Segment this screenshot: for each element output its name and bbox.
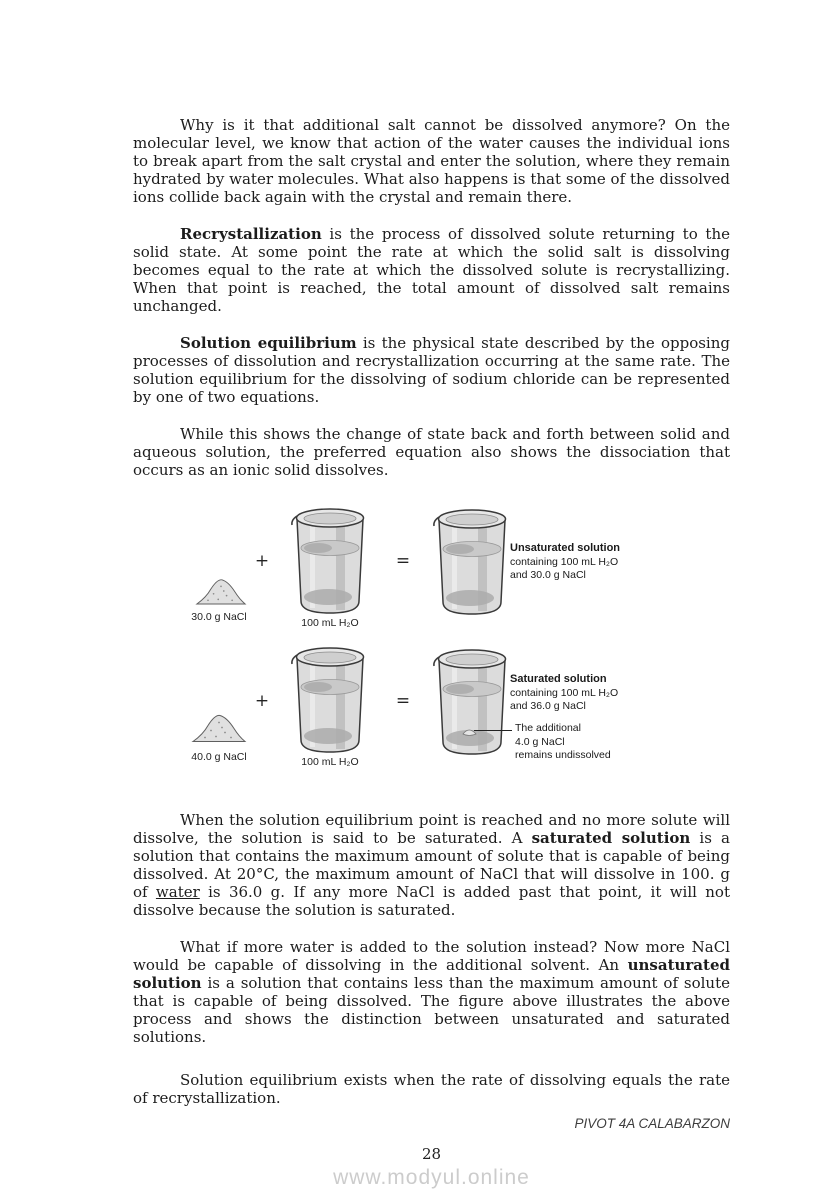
- result-line: and 30.0 g NaCl: [510, 569, 586, 581]
- callout-undissolved-note: [515, 722, 645, 763]
- beaker-volume-label: 100 mL H₂O: [301, 617, 359, 629]
- body-text: [133, 116, 730, 1190]
- result-title: Saturated solution: [510, 673, 607, 685]
- result-label-saturated: [510, 673, 680, 714]
- unsaturated-solution-beaker-icon: [430, 504, 514, 618]
- result-line: and 36.0 g NaCl: [510, 700, 586, 712]
- water-beaker-icon: [288, 504, 372, 616]
- callout-line-text: remains undissolved: [515, 749, 611, 761]
- callout-line-text: 4.0 g NaCl: [515, 735, 565, 748]
- result-label-unsaturated: [510, 542, 680, 583]
- salt-pile-icon: [195, 575, 247, 607]
- saturated-solution-beaker-icon: [430, 643, 514, 759]
- salt-amount-label: 40.0 g NaCl: [191, 751, 247, 763]
- beaker-volume-label: 100 mL H₂O: [301, 756, 359, 768]
- figure-salt-dissolving: [133, 503, 730, 775]
- watermark-text: www.modyul.online: [333, 1166, 530, 1189]
- paragraph: Why is it that additional salt cannot be dissolved anymore? On the molecular level, we know that action of the water causes the individual ions to break apart from the salt crystal and enter the solution, where they remain hydrated by water molecules. What also happens is that some of the dissolved ions collide back again with the crystal and remain there.: [133, 116, 730, 206]
- result-line: containing 100 mL H₂O: [510, 555, 619, 568]
- water-beaker-icon: [288, 643, 372, 755]
- salt-pile-icon: [191, 709, 247, 746]
- paragraph: What if more water is added to the solution instead? Now more NaCl would be capable of dissolving in the additional solvent. An unsaturated solution is a solution that contains less than the maximum amount of solute that is capable of being dissolved. The figure above illustrates the above process and shows the distinction between unsaturated and saturated solutions.: [133, 938, 730, 1046]
- plus-sign: +: [254, 691, 270, 711]
- result-line: containing 100 mL H₂O: [510, 686, 619, 699]
- paragraph: When the solution equilibrium point is reached and no more solute will dissolve, the solution is said to be saturated. A saturated solution is a solution that contains the maximum amount of solute that is capable of being dissolved. At 20°C, the maximum amount of NaCl that will dissolve in 100. g of water is 36.0 g. If any more NaCl is added past that point, it will not dissolve because the solution is saturated.: [133, 811, 730, 919]
- paragraph: Solution equilibrium is the physical state described by the opposing processes of dissolution and recrystallization occurring at the same rate. The solution equilibrium for the dissolving of sodium chloride can be represented by one of two equations.: [133, 334, 730, 406]
- attribution-text: PIVOT 4A CALABARZON: [574, 1116, 730, 1131]
- paragraph: Solution equilibrium exists when the rate of dissolving equals the rate of recrystallization.: [133, 1071, 730, 1107]
- salt-amount-label: 30.0 g NaCl: [191, 611, 247, 623]
- plus-sign: +: [254, 551, 270, 571]
- page-number: 28: [421, 1145, 442, 1163]
- callout-pointer-line: [474, 730, 512, 731]
- callout-line-text: The additional: [515, 722, 581, 734]
- result-title: Unsaturated solution: [510, 542, 621, 554]
- paragraph: Recrystallization is the process of dissolved solute returning to the solid state. At some point the rate at which the solid salt is dissolving becomes equal to the rate at which the dissolved solute is recrystallizing. When that point is reached, the total amount of dissolved salt remains unchanged.: [133, 225, 730, 315]
- paragraph: While this shows the change of state back and forth between solid and aqueous solution, the preferred equation also shows the dissociation that occurs as an ionic solid dissolves.: [133, 425, 730, 479]
- equals-sign: =: [395, 691, 411, 711]
- equals-sign: =: [395, 551, 411, 571]
